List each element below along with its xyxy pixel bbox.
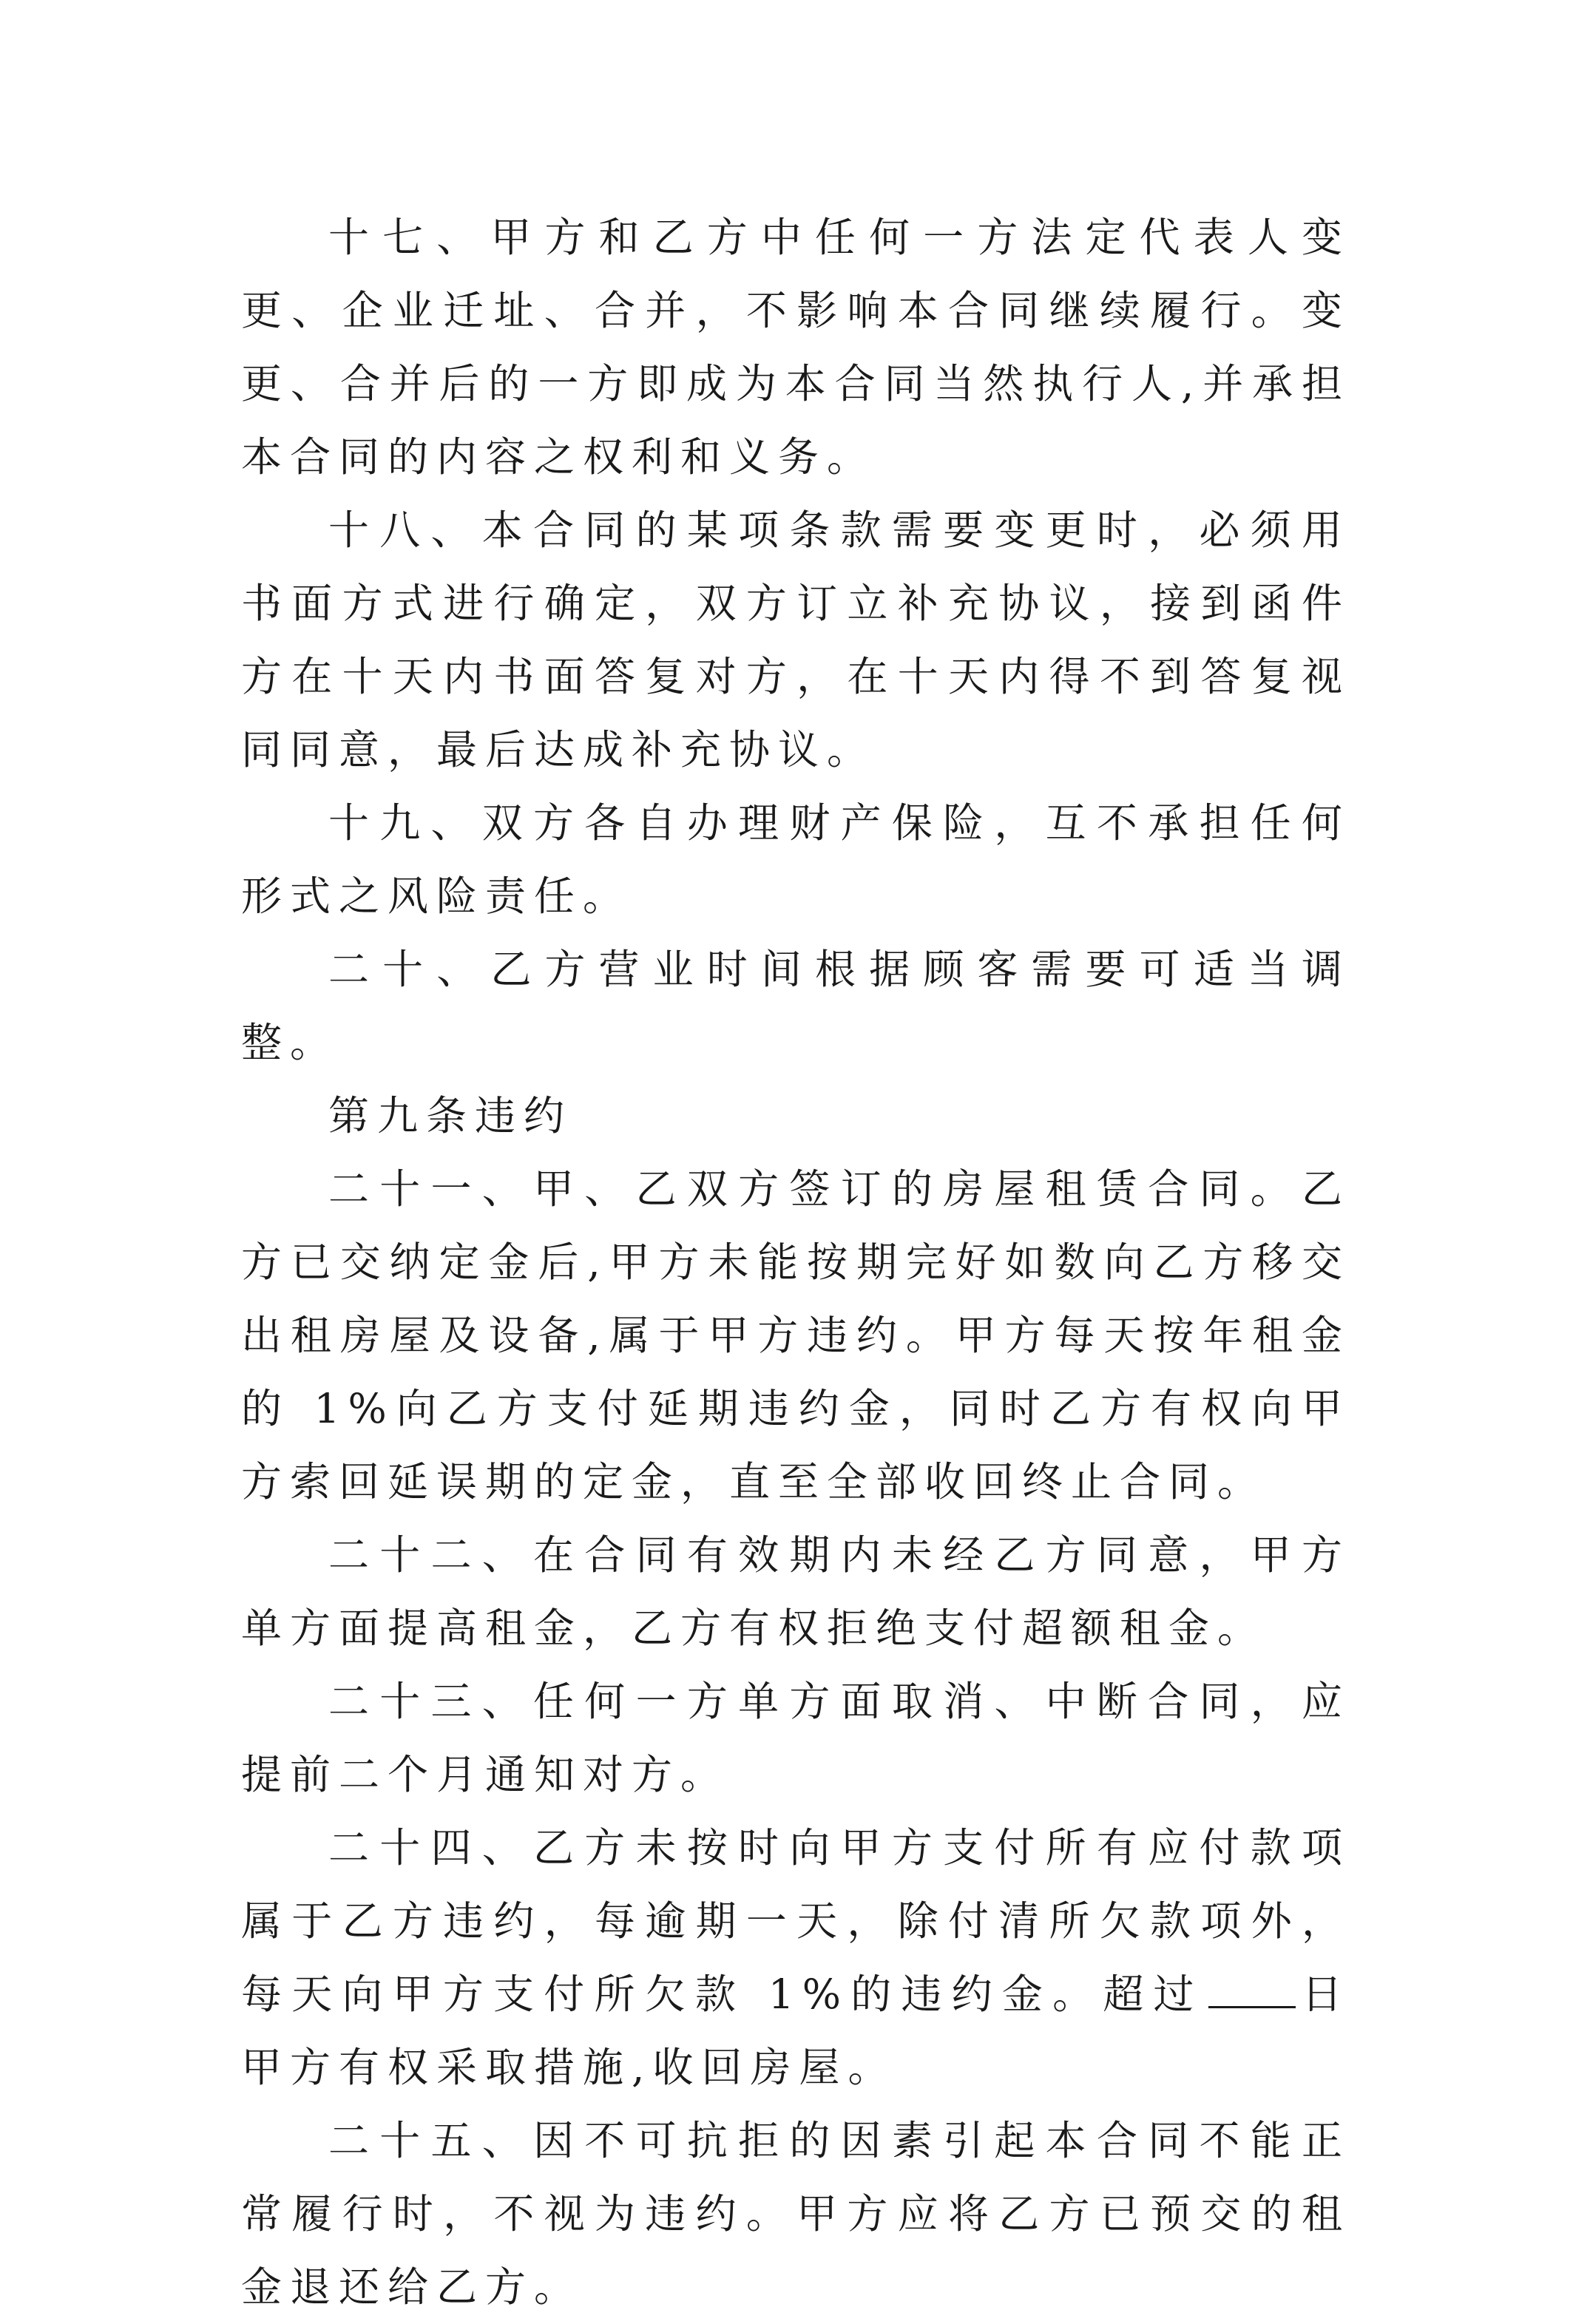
clause-21: 二十一、甲、乙双方签订的房屋租赁合同。乙方已交纳定金后,甲方未能按期完好如数向乙方移交出租房屋及设备,属于甲方违约。甲方每天按年租金的 1%向乙方支付延期违约金，同时乙方有权向甲方索回延误期的定金，直至全部收回终止合同。 [241, 1165, 1350, 1505]
clause-25: 二十五、因不可抗拒的因素引起本合同不能正常履行时，不视为违约。甲方应将乙方已预交的租金退还给乙方。 [241, 2117, 1350, 2311]
fill-in-blank-days [1208, 1968, 1296, 2008]
section-heading-9: 第九条违约 [328, 1092, 573, 1139]
clause-24 [241, 1812, 1350, 2104]
clause-19: 十九、双方各自办理财产保险，互不承担任何形式之风险责任。 [241, 799, 1350, 920]
contract-body [241, 201, 1350, 2324]
clause-18: 十八、本合同的某项条款需要变更时，必须用书面方式进行确定，双方订立补充协议，接到函件方在十天内书面答复对方，在十天内得不到答复视同同意，最后达成补充协议。 [241, 507, 1350, 773]
clause-20: 二十、乙方营业时间根据顾客需要可适当调整。 [241, 946, 1350, 1066]
clause-23: 二十三、任何一方单方面取消、中断合同，应提前二个月通知对方。 [241, 1678, 1350, 1798]
clause-22: 二十二、在合同有效期内未经乙方同意，甲方单方面提高租金，乙方有权拒绝支付超额租金。 [241, 1531, 1350, 1652]
clause-24-text-after: 日甲方有权采取措施,收回房屋。 [241, 1971, 1350, 2091]
clause-17: 十七、甲方和乙方中任何一方法定代表人变更、企业迁址、合并，不影响本合同继续履行。变更、合并后的一方即成为本合同当然执行人,并承担本合同的内容之权利和义务。 [241, 214, 1350, 481]
clause-24-text-before: 二十四、乙方未按时向甲方支付所有应付款项属于乙方违约，每逾期一天，除付清所欠款项外，每天向甲方支付所欠款 1%的违约金。超过 [241, 1824, 1350, 2018]
